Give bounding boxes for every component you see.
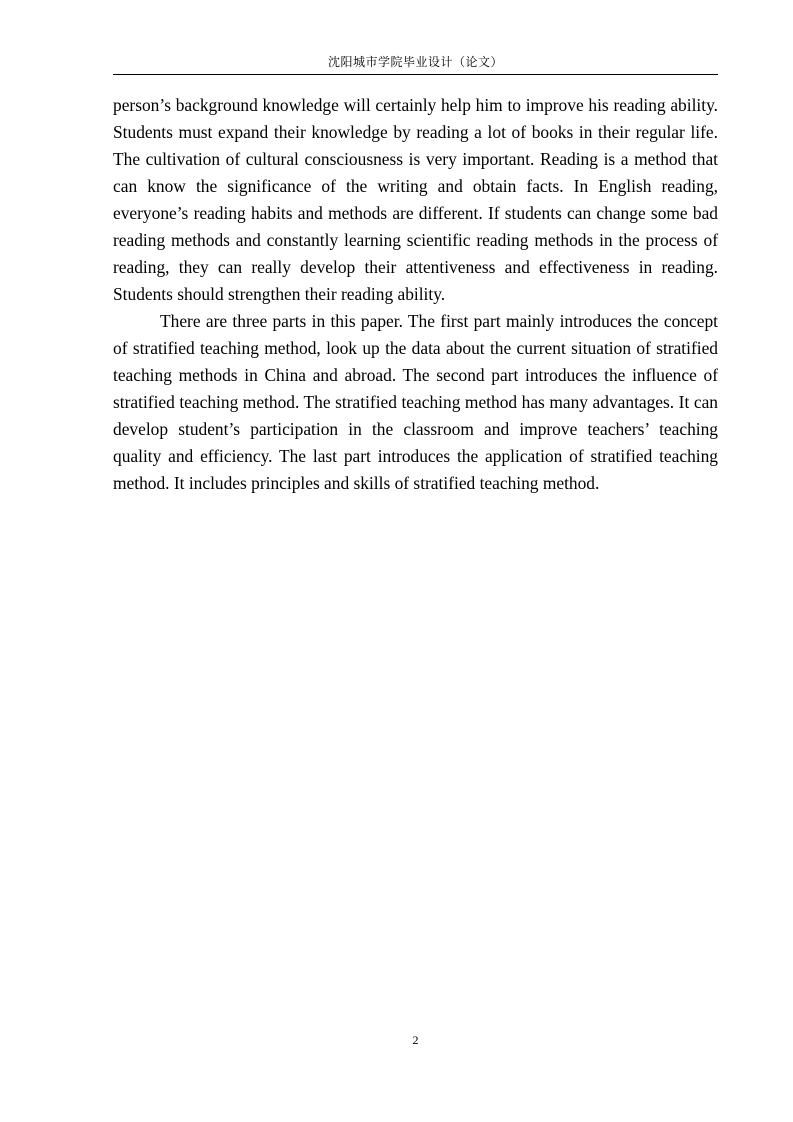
page-header: [113, 53, 718, 75]
body-paragraph: person’s background knowledge will certainly help him to improve his reading ability. Students must expand their knowledge by reading a lot of books in their regular life. The cultivation of cultural consciousness is very important. Reading is a method that can know the significance of the writing and obtain facts. In English reading, everyone’s reading habits and methods are different. If students can change some bad reading methods and constantly learning scientific reading methods in the process of reading, they can really develop their attentiveness and effectiveness in reading. Students should strengthen their reading ability.: [113, 95, 718, 304]
header-title: 沈阳城市学院毕业设计（论文）: [327, 55, 503, 69]
document-body: [113, 92, 718, 497]
body-paragraph: There are three parts in this paper. The first part mainly introduces the concept of stratified teaching method, look up the data about the current situation of stratified teaching methods in China and abroad. The second part introduces the influence of stratified teaching method. The stratified teaching method has many advantages. It can develop student’s participation in the classroom and improve teachers’ teaching quality and efficiency. The last part introduces the application of stratified teaching method. It includes principles and skills of stratified teaching method.: [113, 311, 718, 493]
page-number: 2: [412, 1033, 419, 1047]
